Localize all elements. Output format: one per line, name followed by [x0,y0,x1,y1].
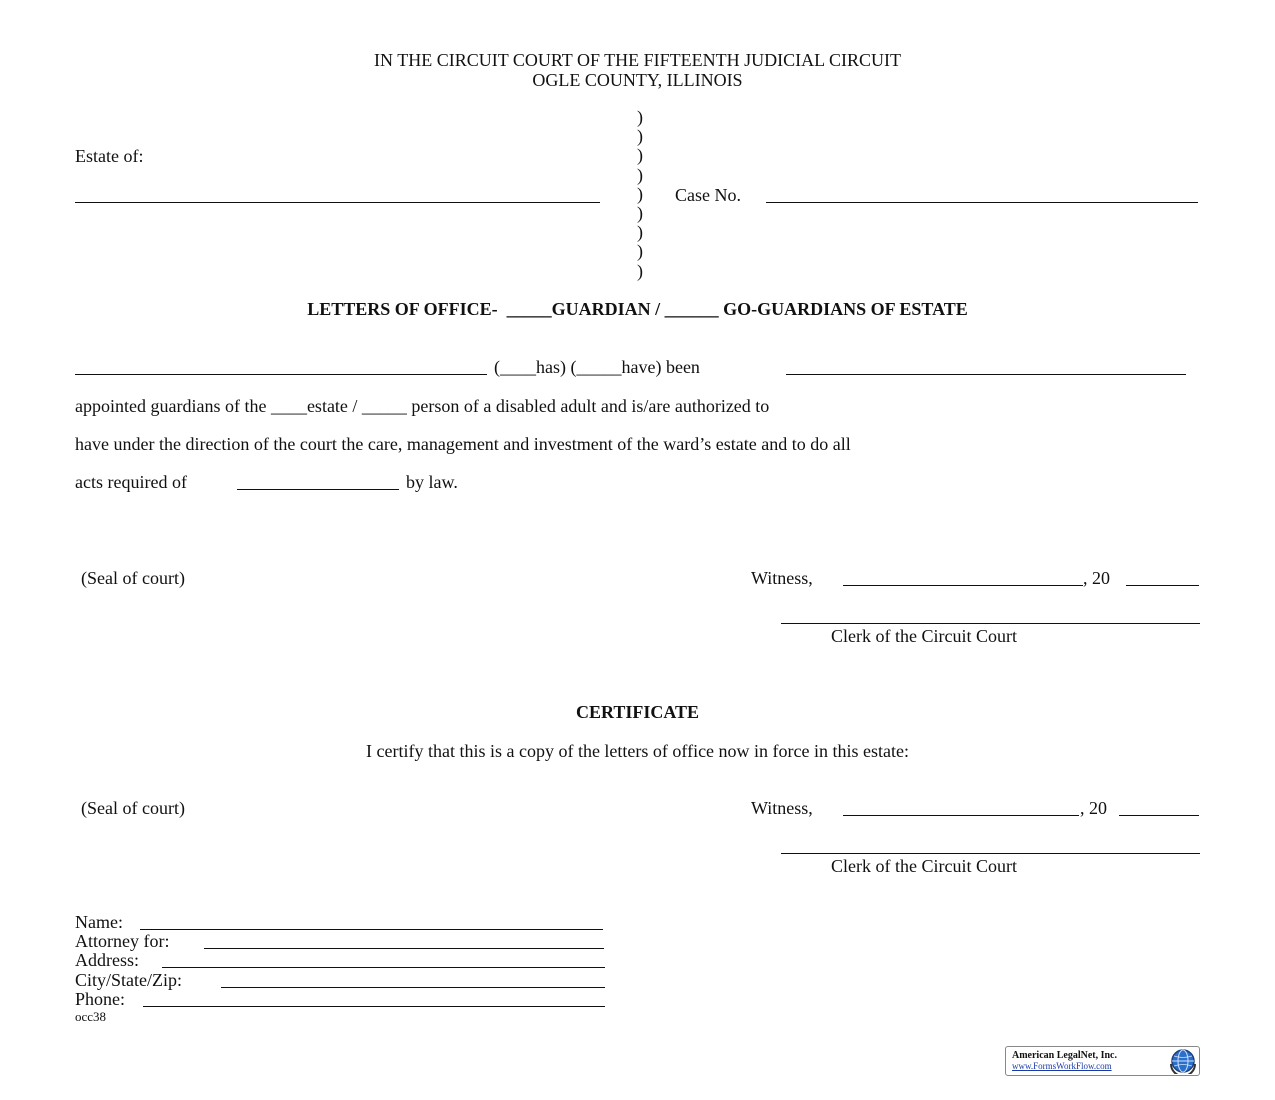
form-code: occ38 [75,1009,107,1024]
body-line-2: appointed guardians of the ____estate / _____ person of a disabled adult and is/are authorized to [75,396,770,416]
phone-line[interactable] [143,1006,605,1007]
certificate-witness-date-line[interactable] [843,815,1079,816]
paren: ) [637,165,643,185]
certificate-clerk-label: Clerk of the Circuit Court [831,856,1017,876]
estate-name-line[interactable] [75,202,600,203]
clerk-signature-line[interactable] [781,623,1200,624]
paren: ) [637,126,643,146]
guardian-name-line[interactable] [75,374,487,375]
has-have-text: (____has) (_____have) been [494,357,700,377]
certificate-text: I certify that this is a copy of the letters of office now in force in this estate: [366,741,909,761]
certificate-clerk-signature-line[interactable] [781,853,1200,854]
paren: ) [637,222,643,242]
paren: ) [637,145,643,165]
witness-year-prefix: , 20 [1083,568,1110,588]
clerk-label: Clerk of the Circuit Court [831,626,1017,646]
attorney-for-label: Attorney for: [75,931,170,951]
address-line[interactable] [162,967,605,968]
witness-label: Witness, [751,568,813,588]
attorney-for-line[interactable] [204,948,604,949]
paren: ) [637,261,643,281]
paren: ) [637,241,643,261]
certificate-title: CERTIFICATE [575,702,700,722]
phone-label: Phone: [75,989,126,1009]
certificate-witness-year-line[interactable] [1119,815,1199,816]
body-line-4-start: acts required of [75,472,187,492]
witness-year-line[interactable] [1126,585,1199,586]
required-of-line[interactable] [237,489,399,490]
appointed-blank-line[interactable] [786,374,1186,375]
globe-logo-icon [1170,1048,1196,1074]
case-number-label: Case No. [675,185,741,205]
attorney-name-line[interactable] [140,929,603,930]
estate-label: Estate of: [75,146,144,166]
city-state-zip-line[interactable] [221,987,605,988]
address-label: Address: [75,950,139,970]
certificate-witness-year-prefix: , 20 [1080,798,1107,818]
certificate-witness-label: Witness, [751,798,813,818]
paren: ) [637,203,643,223]
publisher-url[interactable]: www.FormsWorkFlow.com [1012,1061,1112,1071]
county-heading: OGLE COUNTY, ILLINOIS [532,70,743,90]
case-number-line[interactable] [766,202,1198,203]
attorney-name-label: Name: [75,912,123,932]
body-line-3: have under the direction of the court the care, management and investment of the ward’s estate and to do all [75,434,851,454]
body-line-4-end: by law. [406,472,458,492]
publisher-badge[interactable] [1005,1046,1200,1076]
witness-date-line[interactable] [843,585,1083,586]
court-heading: IN THE CIRCUIT COURT OF THE FIFTEENTH JUDICIAL CIRCUIT [374,50,901,70]
city-state-zip-label: City/State/Zip: [75,970,182,990]
publisher-name: American LegalNet, Inc. [1012,1050,1117,1061]
seal-of-court: (Seal of court) [81,568,185,588]
paren: ) [637,107,643,127]
paren: ) [637,184,643,204]
certificate-seal-of-court: (Seal of court) [81,798,185,818]
document-title: LETTERS OF OFFICE- _____GUARDIAN / ______ GO-GUARDIANS OF ESTATE [307,299,968,319]
